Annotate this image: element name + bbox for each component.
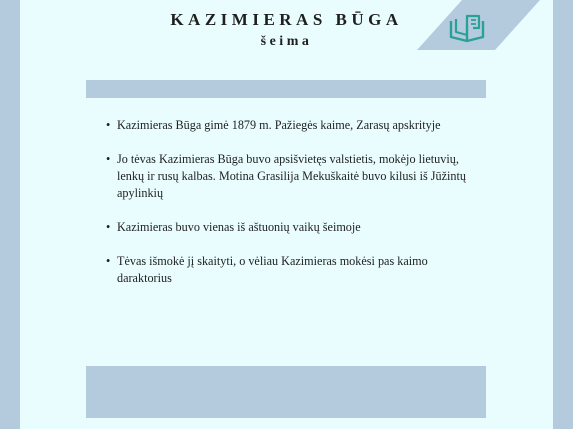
book-icon — [448, 13, 486, 43]
list-item: • Tėvas išmokė jį skaityti, o vėliau Kazimieras mokėsi pas kaimo daraktorius — [106, 253, 466, 287]
page-title: KAZIMIERAS BŪGA — [170, 10, 403, 29]
card-header-band — [86, 80, 486, 98]
list-item: • Kazimieras Būga gimė 1879 m. Pažiegės kaime, Zarasų apskrityje — [106, 117, 466, 134]
slide — [20, 0, 553, 429]
page-subtitle: šeima — [260, 34, 313, 49]
list-item: • Kazimieras buvo vienas iš aštuonių vaikų šeimoje — [106, 219, 466, 236]
card-footer-band — [86, 366, 486, 418]
list-item: • Jo tėvas Kazimieras Būga buvo apsišvietęs valstietis, mokėjo lietuvių, lenkų ir rusų kalbas. Motina Grasilija Mekuškaitė buvo kilusi iš Jūžintų apylinkių — [106, 151, 466, 202]
facts-list — [106, 117, 466, 304]
